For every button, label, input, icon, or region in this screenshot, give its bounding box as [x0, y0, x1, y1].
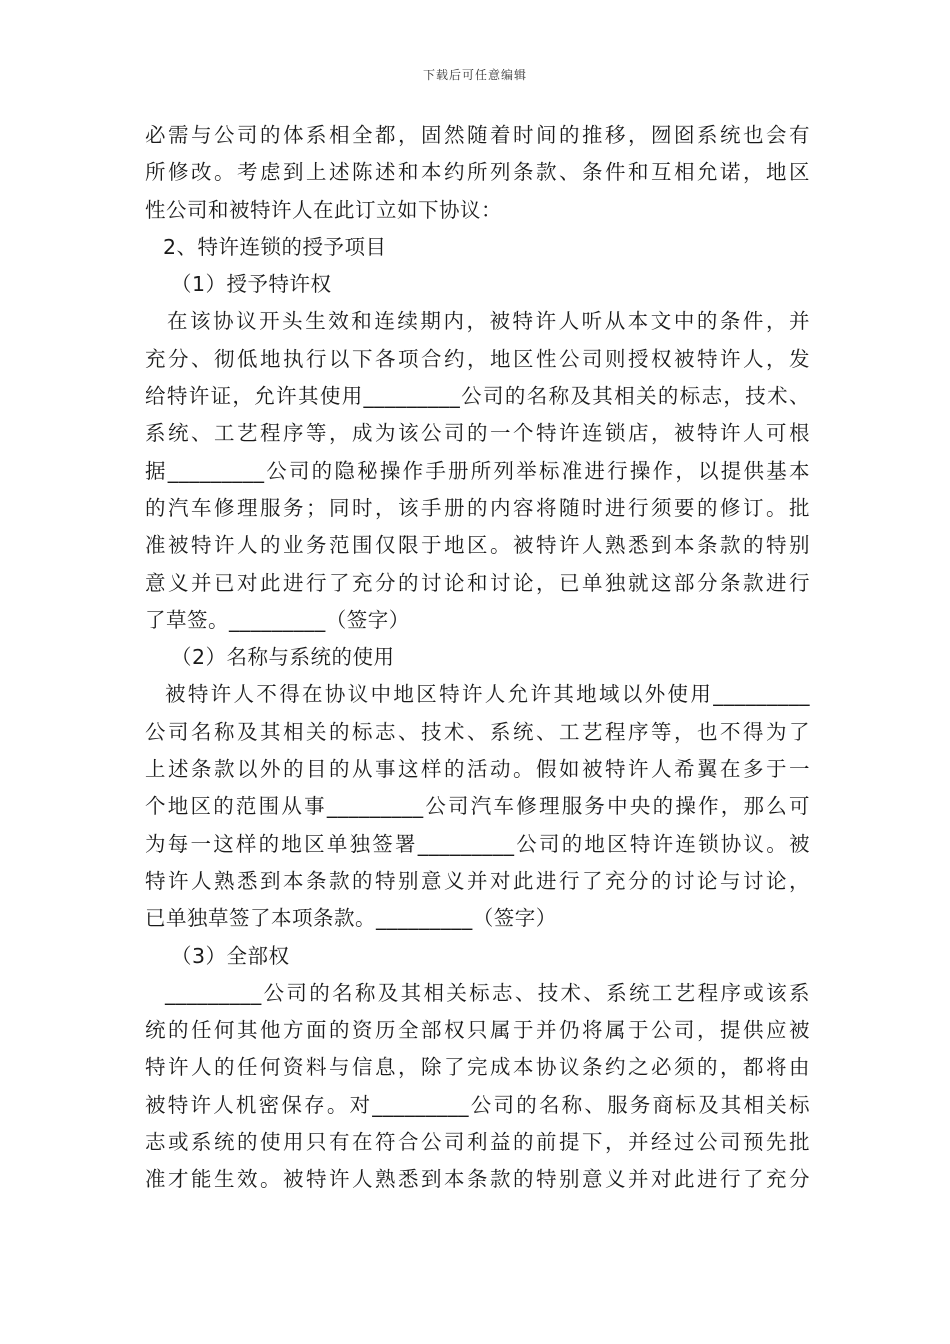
text-line: 志或系统的使用只有在符合公司利益的前提下，并经过公司预先批 [145, 1130, 810, 1155]
subsection-heading: （2）名称与系统的使用 [171, 645, 395, 670]
text-line: 准才能生效。被特许人熟悉到本条款的特别意义并对此进行了充分 [145, 1167, 810, 1192]
text-line: 已单独草签了本项条款。_________（签字） [145, 906, 557, 931]
text-line: _________公司的名称及其相关标志、技术、系统工艺程序或该系 [165, 980, 810, 1005]
text-line: 特许人的任何资料与信息，除了完成本协议条约之必须的，都将由 [145, 1055, 810, 1080]
text-line: 意义并已对此进行了充分的讨论和讨论，已单独就这部分条款进行 [145, 570, 810, 595]
document-body [145, 117, 810, 1199]
text-line: 准被特许人的业务范围仅限于地区。被特许人熟悉到本条款的特别 [145, 533, 810, 558]
subsection-heading: （3）全部权 [171, 943, 290, 968]
text-line: 给特许证，允许其使用_________公司的名称及其相关的标志，技术、 [145, 384, 810, 409]
text-line: 在该协议开头生效和连续期内，被特许人听从本文中的条件，并 [167, 309, 810, 334]
section-heading: 2、特许连锁的授予项目 [163, 234, 387, 259]
page-header: 下载后可任意编辑 [422, 68, 527, 82]
text-line: 公司名称及其相关的标志、技术、系统、工艺程序等，也不得为了 [145, 719, 810, 744]
text-line: 被特许人不得在协议中地区特许人允许其地域以外使用_________ [165, 682, 810, 707]
text-line: 统的任何其他方面的资历全部权只属于并仍将属于公司，提供应被 [145, 1018, 810, 1043]
text-line: 上述条款以外的目的从事这样的活动。假如被特许人希翼在多于一 [145, 757, 810, 782]
text-line: 系统、工艺程序等，成为该公司的一个特许连锁店，被特许人可根 [145, 421, 810, 446]
text-line: 据_________公司的隐秘操作手册所列举标准进行操作，以提供基本 [145, 458, 810, 483]
text-line: 性公司和被特许人在此订立如下协议： [145, 197, 502, 222]
subsection-heading: （1）授予特许权 [171, 272, 332, 297]
text-line: 为每一这样的地区单独签署_________公司的地区特许连锁协议。被 [145, 831, 810, 856]
text-line: 个地区的范围从事_________公司汽车修理服务中央的操作，那么可 [145, 794, 810, 819]
text-line: 必需与公司的体系相全都，固然随着时间的推移，囫囵系统也会有 [145, 123, 810, 147]
text-line: 充分、彻低地执行以下各项合约，地区性公司则授权被特许人，发 [145, 346, 810, 371]
text-line: 了草签。_________（签字） [145, 607, 410, 632]
text-line: 的汽车修理服务；同时，该手册的内容将随时进行须要的修订。批 [145, 495, 810, 520]
text-line: 特许人熟悉到本条款的特别意义并对此进行了充分的讨论与讨论， [145, 868, 810, 893]
text-line: 被特许人机密保存。对_________公司的名称、服务商标及其相关标 [145, 1092, 810, 1117]
text-line: 所修改。考虑到上述陈述和本约所列条款、条件和互相允诺，地区 [145, 160, 810, 185]
